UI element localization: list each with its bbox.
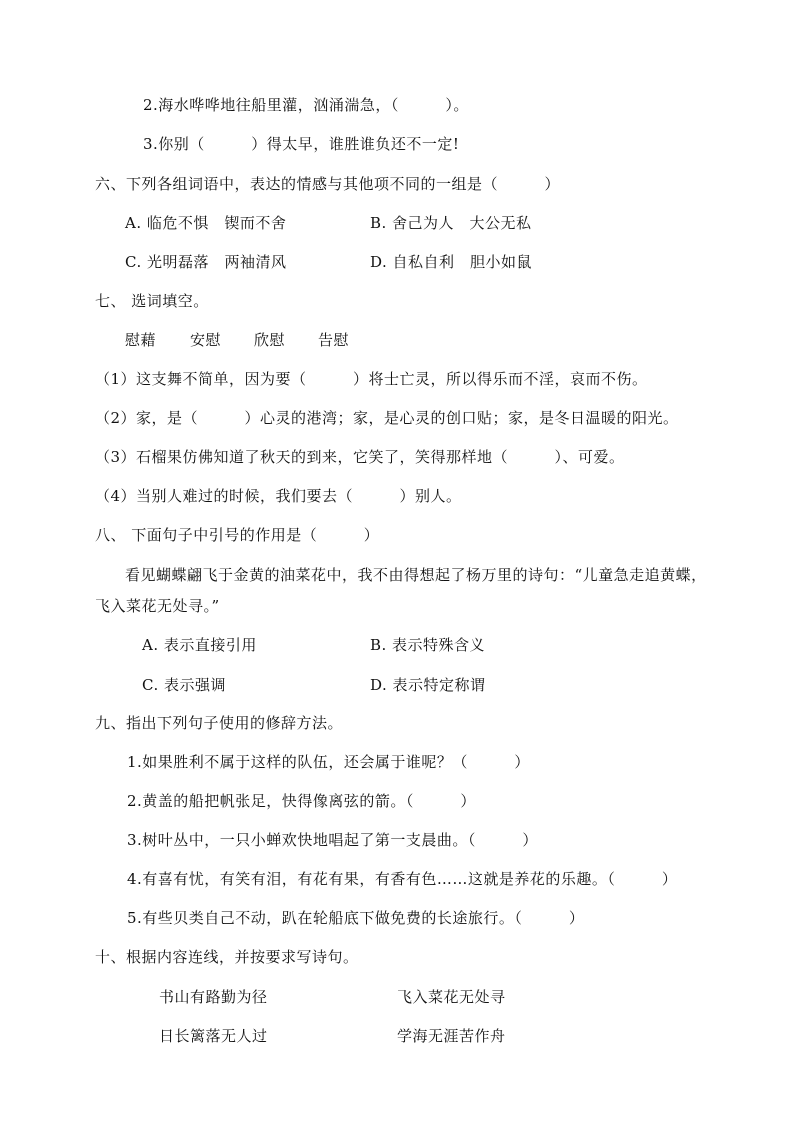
section8-option-b: B. 表示特殊含义 [370, 636, 486, 654]
section7-item-2: （2）家，是（ ）心灵的港湾；家，是心灵的创口贴；家，是冬日温暖的阳光。 [95, 409, 679, 427]
section7-heading: 七、 选词填空。 [95, 292, 209, 310]
section8-heading: 八、 下面句子中引号的作用是（ ） [95, 526, 380, 544]
section8-option-c: C. 表示强调 [142, 676, 226, 694]
section5-item-3: 3.你别（ ）得太早，谁胜谁负还不一定! [143, 135, 460, 153]
section6-option-b: B. 舍己为人 大公无私 [370, 214, 532, 232]
section5-item-2: 2.海水哗哗地往船里灌，汹涌湍急，（ ）。 [143, 96, 469, 114]
poem-right-2: 学海无涯苦作舟 [397, 1027, 506, 1045]
section6-heading: 六、下列各组词语中，表达的情感与其他项不同的一组是（ ） [95, 175, 561, 193]
section8-option-a: A. 表示直接引用 [142, 636, 257, 654]
poem-right-1: 飞入菜花无处寻 [397, 988, 506, 1006]
section7-item-4: （4）当别人难过的时候，我们要去（ ）别人。 [95, 487, 462, 505]
section8-sentence-line1: 看见蝴蝶翩飞于金黄的油菜花中，我不由得想起了杨万里的诗句：“儿童急走追黄蝶， [125, 566, 707, 584]
section9-item-3: 3.树叶丛中，一只小蝉欢快地唱起了第一支晨曲。（ ） [127, 831, 538, 849]
section9-item-2: 2.黄盖的船把帆张足，快得像离弦的箭。（ ） [127, 792, 476, 810]
section7-item-3: （3）石榴果仿佛知道了秋天的到来，它笑了，笑得那样地（ ）、可爱。 [95, 448, 625, 466]
section8-option-d: D. 表示特定称谓 [370, 676, 486, 694]
section7-item-1: （1）这支舞不简单，因为要（ ）将士亡灵，所以得乐而不淫，哀而不伤。 [95, 370, 648, 388]
poem-left-1: 书山有路勤为径 [159, 988, 268, 1006]
section9-item-1: 1.如果胜利不属于这样的队伍，还会属于谁呢？（ ） [127, 753, 530, 771]
poem-left-2: 日长篱落无人过 [159, 1027, 268, 1045]
section6-option-d: D. 自私自利 胆小如鼠 [370, 253, 533, 271]
section9-heading: 九、指出下列句子使用的修辞方法。 [95, 714, 344, 732]
section9-item-5: 5.有些贝类自己不动，趴在轮船底下做免费的长途旅行。（ ） [127, 909, 585, 927]
section10-heading: 十、根据内容连线，并按要求写诗句。 [95, 948, 359, 966]
section6-option-a: A. 临危不惧 锲而不舍 [125, 214, 287, 232]
section6-option-c: C. 光明磊落 两袖清风 [125, 253, 287, 271]
section9-item-4: 4.有喜有忧，有笑有泪，有花有果，有香有色……这就是养花的乐趣。（ ） [127, 870, 678, 888]
section8-sentence-line2: 飞入菜花无处寻。” [95, 597, 220, 615]
word-choice-1: 慰藉 [125, 331, 157, 349]
word-choice-2: 安慰 [190, 331, 222, 349]
word-choice-3: 欣慰 [254, 331, 286, 349]
word-choice-4: 告慰 [318, 331, 350, 349]
